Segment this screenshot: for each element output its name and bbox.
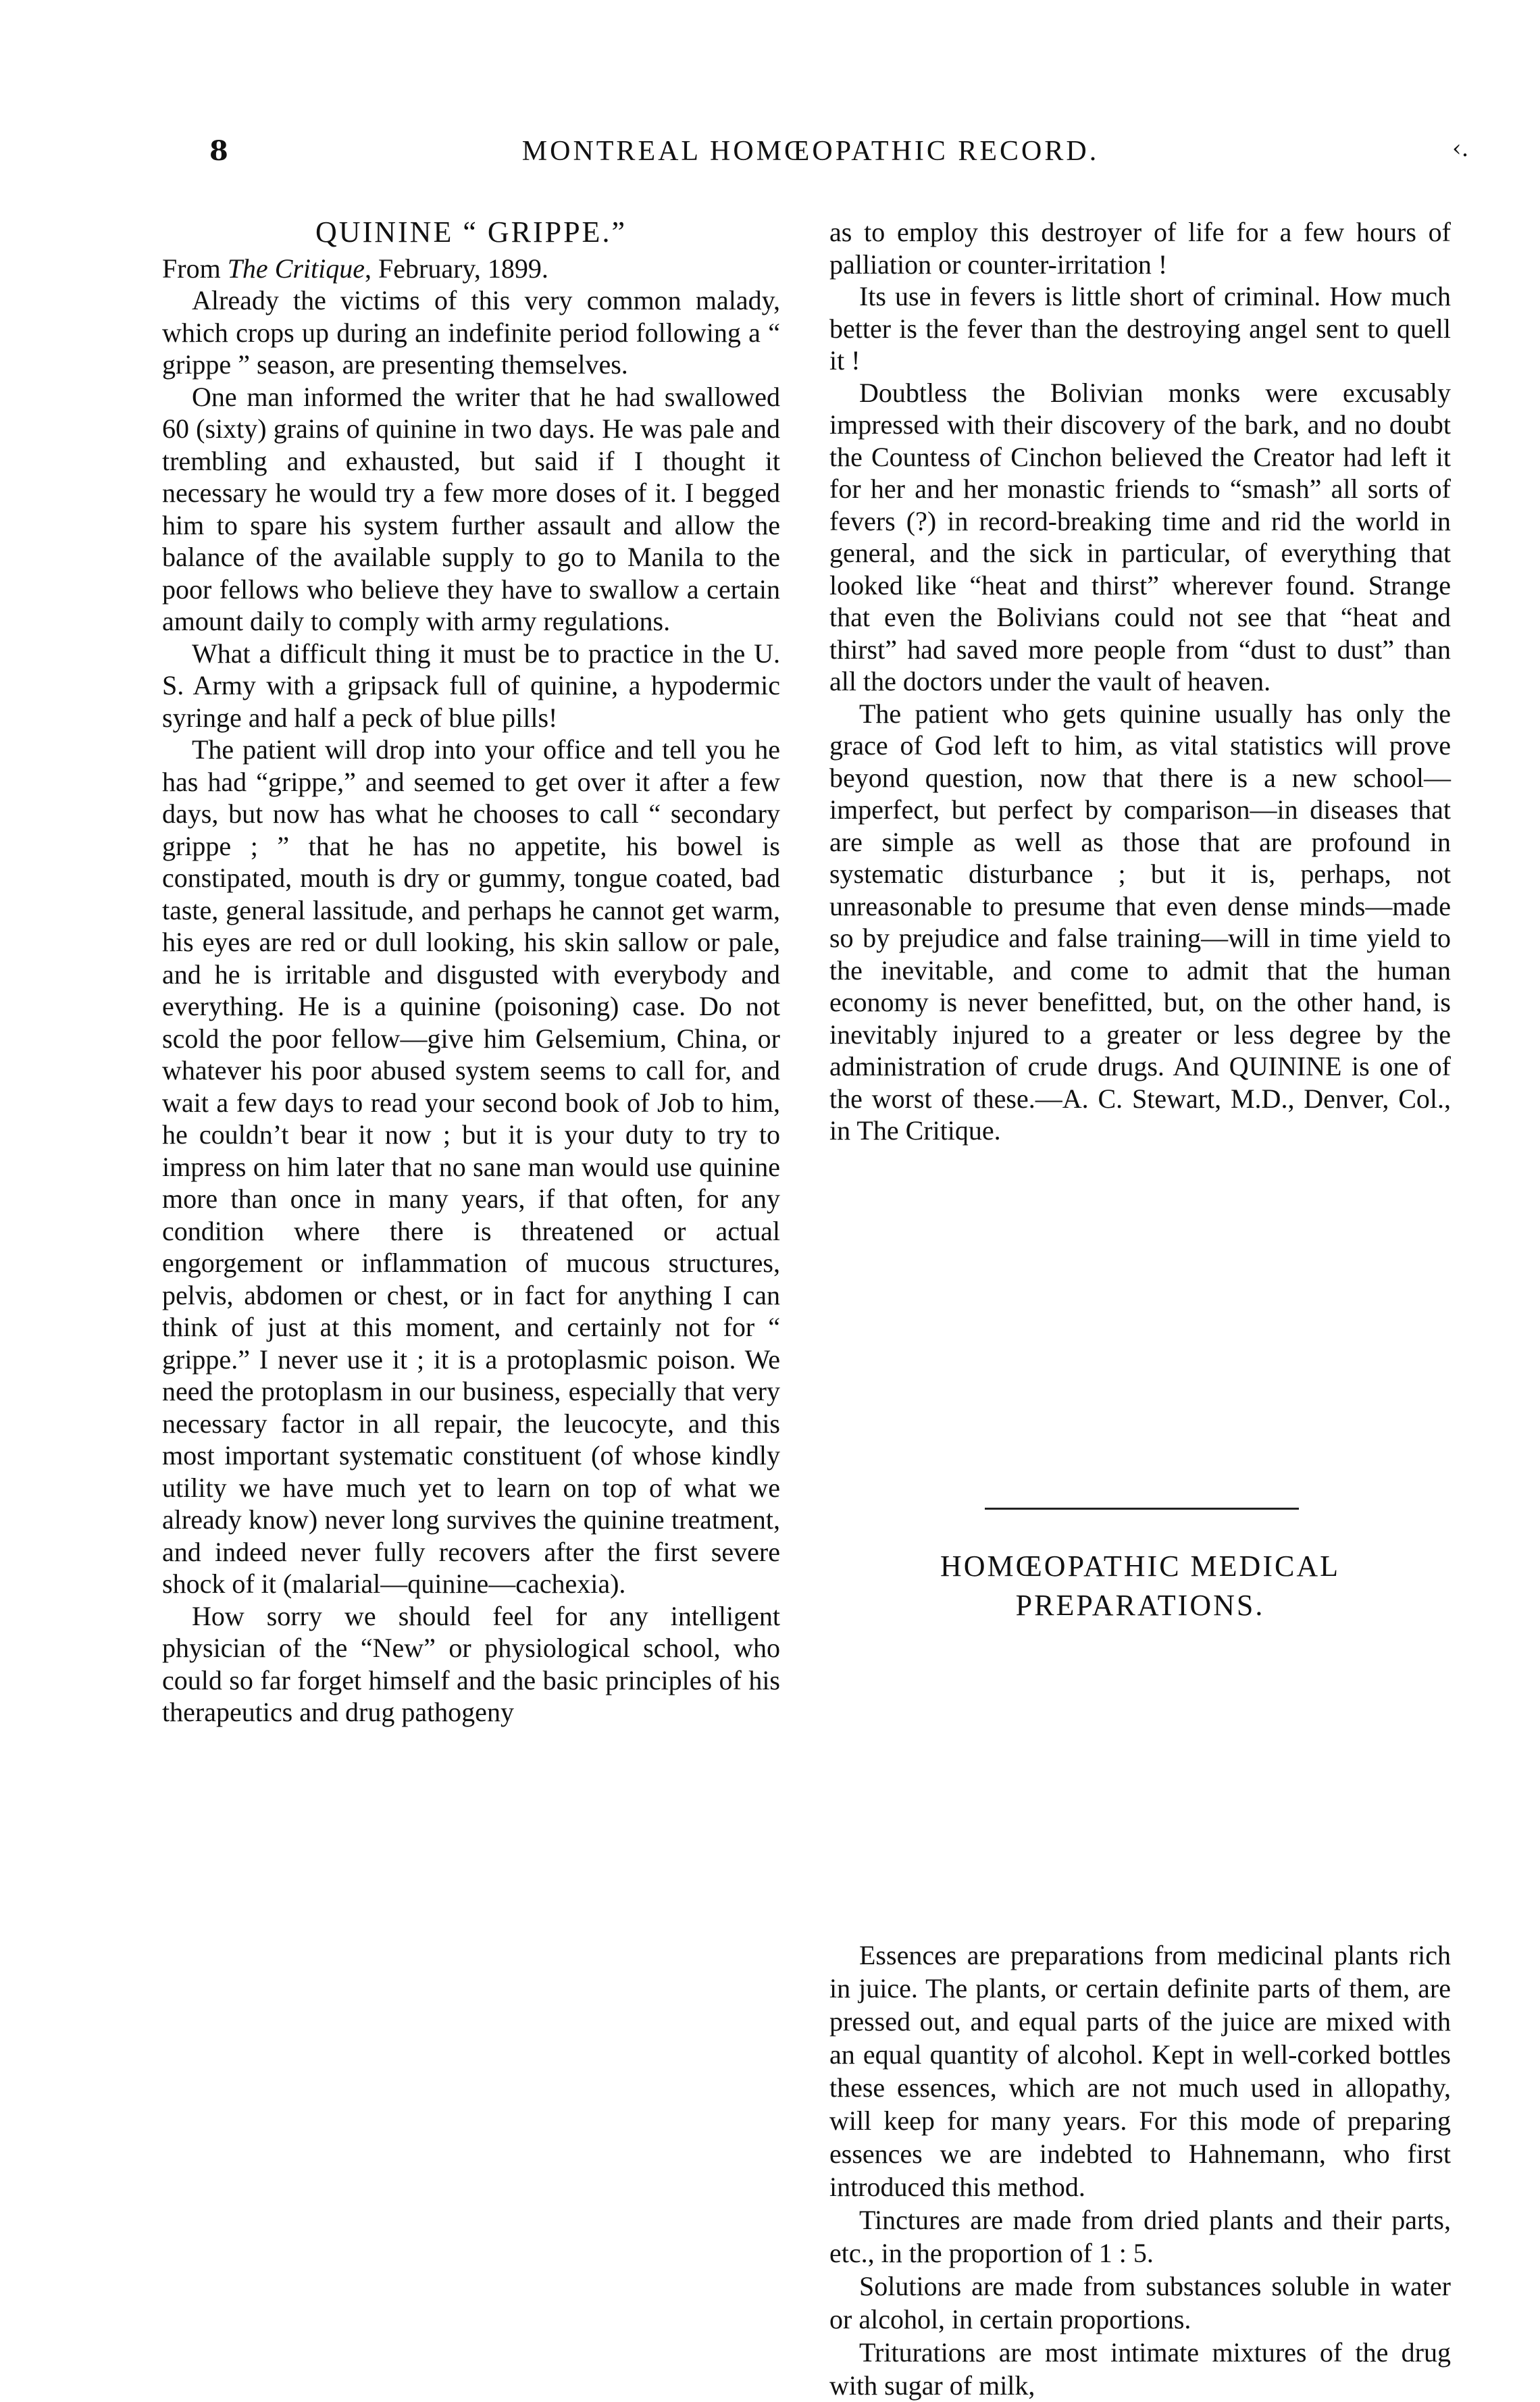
source-journal: The Critique [227, 253, 365, 284]
right-column [829, 216, 1451, 1147]
source-prefix: From [162, 253, 228, 284]
corner-mark: ‹. [1452, 135, 1469, 162]
section-divider [985, 1508, 1299, 1510]
paragraph: The patient will drop into your office and tell you he has had “grippe,” and seemed to get over it after a few days, but now has what he chooses to call “ secondary grippe ; ” that he has no appetite, his bowel is constipated, mouth is dry or gummy, tongue coated, bad taste, general lassitude, and perhaps he cannot get warm, his eyes are red or dull looking, his skin sallow or pale, and he is irritable and disgusted with everybody and everything. He is a quinine (poisoning) case. Do not scold the poor fellow—give him Gelsemium, China, or whatever his poor abused system seems to call for, and wait a few days to read your second book of Job to him, he couldn’t bear it now ; but it is your duty to try to impress on him later that no sane man would use quinine more than once in many years, if that often, for any condition where there is threatened or actual engorgement or inflammation of mucous structures, pelvis, abdomen or chest, or in fact for anything I can think of just at this moment, and certainly not for “ grippe.” I never use it ; it is a protoplasmic poison. We need the protoplasm in our business, especially that very necessary factor in all repair, the leucocyte, and this most important systematic constituent (of whose kindly utility we have much yet to learn on top of what we already know) never long survives the quinine treatment, and indeed never fully recovers after the first severe shock of it (malarial—quinine—cachexia). [162, 734, 780, 1599]
paragraph: Its use in fevers is little short of criminal. How much better is the fever than the destroying angel sent to quell it ! [829, 281, 1451, 376]
paragraph: One man informed the writer that he had swallowed 60 (sixty) grains of quinine in two days. He was pale and trembling and exhausted, but said if I thought it necessary he would try a few more doses of it. I begged him to spare his system further assault and allow the balance of the available supply to go to Manila to the poor fellows who believe they have to swallow a certain amount daily to comply with army regulations. [162, 381, 780, 636]
paragraph: The patient who gets quinine usually has only the grace of God left to him, as vital statistics will prove beyond question, now that there is a new school—imperfect, but perfect by comparison—in diseases that are simple as well as those that are profound in systematic disturbance ; but it is, perhaps, not unreasonable to presume that even dense minds—made so by prejudice and false training—will in time yield to the inevitable, and come to admit that the human economy is never benefitted, but, on the other hand, is inevitably injured to a greater or less degree by the administration of crude drugs. And QUININE is one of the worst of these.—A. C. Stewart, M.D., Denver, Col., in The Critique. [829, 698, 1451, 1146]
source-date: , February, 1899. [365, 253, 548, 284]
running-title: MONTREAL HOMŒOPATHIC RECORD. [521, 136, 1100, 167]
paragraph: What a difficult thing it must be to practice in the U. S. Army with a gripsack full of quinine, a hypodermic syringe and half a peck of blue pills! [162, 638, 780, 733]
section-heading: HOMŒOPATHIC MEDICAL PREPARATIONS. [940, 1550, 1340, 1622]
paragraph: Tinctures are made from dried plants and their parts, etc., in the proportion of 1 : 5. [829, 2205, 1451, 2268]
paragraph: Essences are preparations from medicinal plants rich in juice. The plants, or certain definite parts of them, are pressed out, and equal parts of the juice are mixed with an equal quantity of alcohol. Kept in well-corked bottles these essences, which are not much used in allopathy, will keep for many years. For this mode of preparing essences we are indebted to Hahnemann, who first introduced this method. [829, 1940, 1451, 2202]
paragraph: Doubtless the Bolivian monks were excusably impressed with their discovery of the bark, and no doubt the Countess of Cinchon believed the Creator had left it for her and her monastic friends to “smash” all sorts of fevers (?) in record-breaking time and rid the world in general, and the sick in particular, of everything that looked like “heat and thirst” wherever found. Strange that even the Bolivians could not see that “heat and thirst” had saved more people from “dust to dust” than all the doctors under the vault of heaven. [829, 377, 1451, 696]
page-header [209, 135, 1412, 176]
article-source [162, 253, 780, 285]
preparations-column [829, 1939, 1451, 2402]
paragraph: as to employ this destroyer of life for a few hours of palliation or counter-irritation ! [829, 217, 1451, 280]
paragraph: Already the victims of this very common malady, which crops up during an indefinite period following a “ grippe ” season, are presenting themselves. [162, 285, 780, 380]
article-title: QUININE “ GRIPPE.” [315, 215, 627, 249]
page-number: 8 [209, 135, 228, 167]
paragraph: Solutions are made from substances soluble in water or alcohol, in certain proportions. [829, 2271, 1451, 2334]
paragraph: How sorry we should feel for any intelligent physician of the “New” or physiological school, who could so far forget himself and the basic principles of his therapeutics and drug pathogeny [162, 1600, 780, 1727]
paragraph: Triturations are most intimate mixtures of the drug with sugar of milk, [829, 2337, 1451, 2401]
left-column [162, 216, 780, 1729]
